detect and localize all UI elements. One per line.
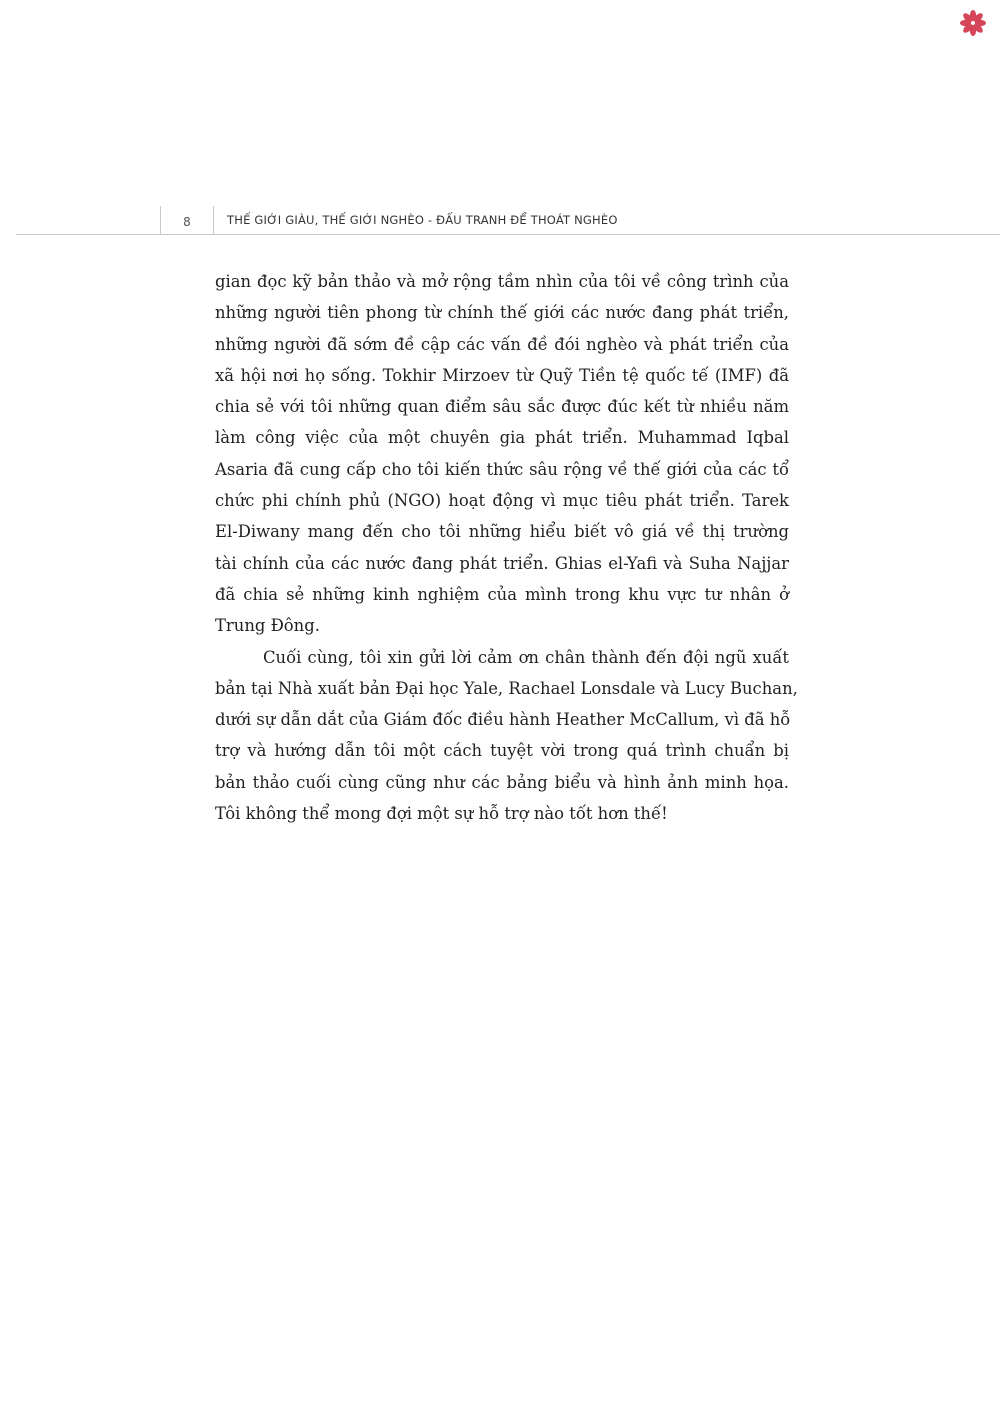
body-text (215, 266, 798, 829)
text-line: bản tại Nhà xuất bản Đại học Yale, Rachael Lonsdale và Lucy Buchan, (215, 678, 798, 698)
text-line-indented: Cuối cùng, tôi xin gửi lời cảm ơn chân thành đến đội ngũ xuất (263, 647, 789, 667)
text-line: dưới sự dẫn dắt của Giám đốc điều hành Heather McCallum, vì đã hỗ (215, 710, 791, 730)
flower-logo-icon (958, 8, 988, 38)
text-line: tài chính của các nước đang phát triển. Ghias el-Yafi và Suha Najjar (215, 553, 789, 573)
text-line: những người đã sớm đề cập các vấn đề đói nghèo và phát triển của (215, 334, 789, 354)
text-line: trợ và hướng dẫn tôi một cách tuyệt vời trong quá trình chuẩn bị (215, 741, 789, 761)
text-line: gian đọc kỹ bản thảo và mở rộng tầm nhìn của tôi về công trình của (215, 272, 789, 291)
text-line: chức phi chính phủ (NGO) hoạt động vì mục tiêu phát triển. Tarek (215, 491, 789, 511)
text-line: El-Diwany mang đến cho tôi những hiểu biết vô giá về thị trường (215, 522, 789, 542)
text-line: những người tiên phong từ chính thế giới các nước đang phát triển, (215, 303, 789, 323)
text-line: bản thảo cuối cùng cũng như các bảng biểu và hình ảnh minh họa. (215, 772, 789, 792)
page-number-box (160, 206, 214, 235)
page-number: 8 (183, 215, 191, 229)
text-line: làm công việc của một chuyên gia phát triển. Muhammad Iqbal (215, 428, 789, 448)
text-line: Asaria đã cung cấp cho tôi kiến thức sâu rộng về thế giới của các tổ (215, 459, 789, 479)
text-line: xã hội nơi họ sống. Tokhir Mirzoev từ Quỹ Tiền tệ quốc tế (IMF) đã (215, 365, 789, 385)
text-line: đã chia sẻ những kinh nghiệm của mình trong khu vực tư nhân ở (215, 584, 789, 604)
text-line: Trung Đông. (215, 616, 320, 636)
header-rule (16, 234, 1000, 235)
text-line: Tôi không thể mong đợi một sự hỗ trợ nào tốt hơn thế! (215, 804, 668, 824)
text-line: chia sẻ với tôi những quan điểm sâu sắc được đúc kết từ nhiều năm (215, 397, 789, 417)
running-title: THẾ GIỚI GIÀU, THẾ GIỚI NGHÈO - ĐẤU TRANH ĐỂ THOÁT NGHÈO (227, 213, 618, 227)
